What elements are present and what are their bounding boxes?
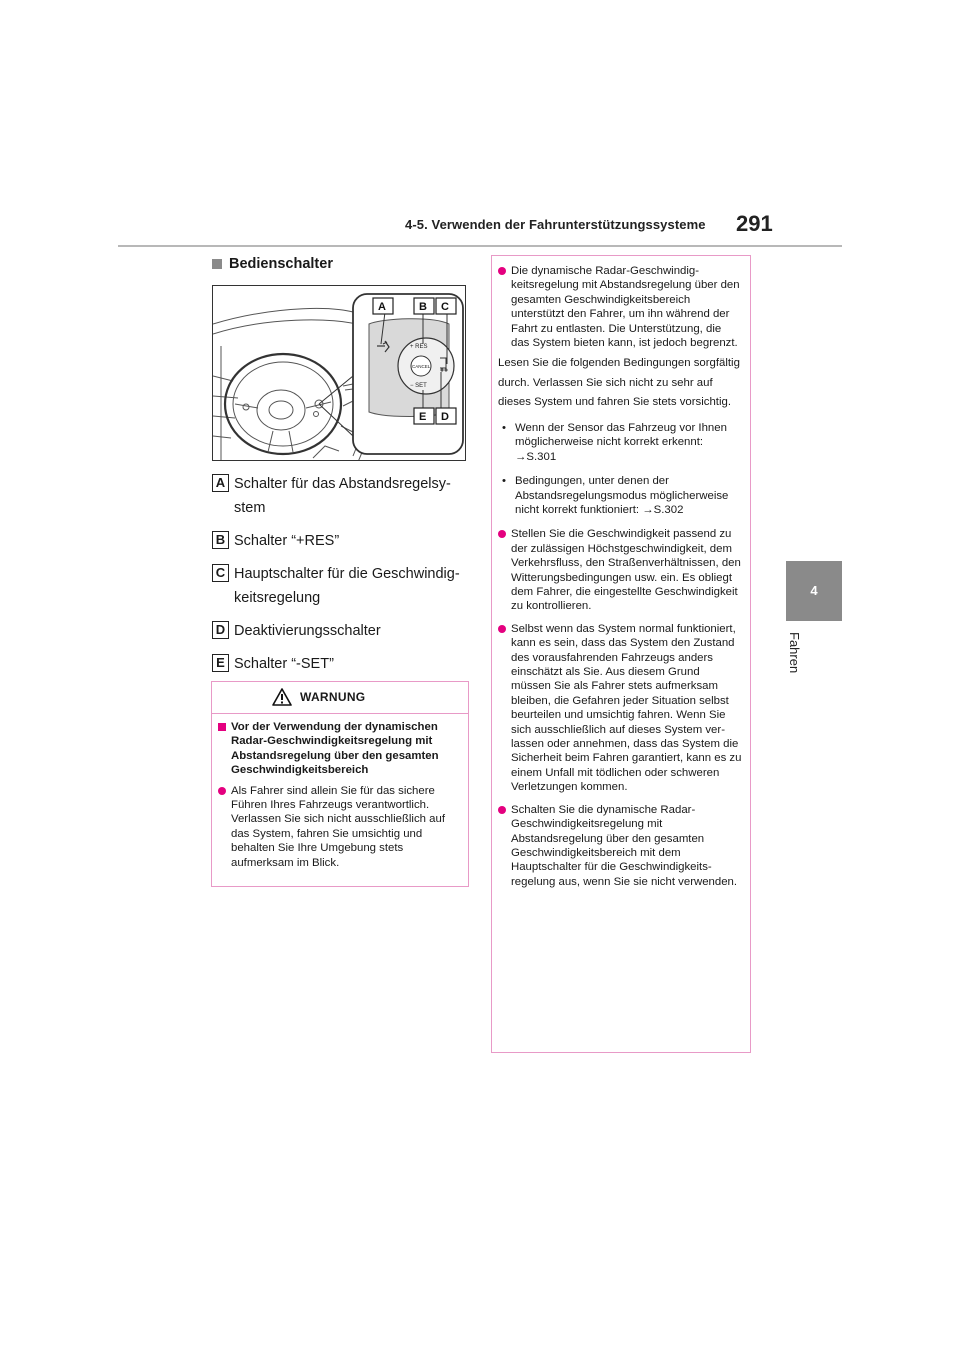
callout-c: C: [441, 301, 449, 313]
small-bullet-icon: •: [502, 475, 506, 488]
legend-letter: A: [212, 474, 229, 492]
warning-triangle-icon: [272, 688, 292, 706]
switch-legend: [212, 472, 472, 685]
info-sub-item: [498, 474, 742, 517]
section-title: 4-5. Verwenden der Fahrunterstützungssysteme: [405, 217, 706, 232]
info-item: [498, 264, 742, 350]
warning-item-text: Als Fahrer sind allein Sie für das sichere Führen Ihres Fahrzeugs verantwortlich. Verlassen Sie sich nicht ausschließlich auf das System, fahren Sie umsichtig und behalten Sie Ihre Umgebung stets aufmerksam im Blick.: [231, 784, 445, 869]
info-item: [498, 803, 742, 889]
bullet-dot-icon: [498, 267, 506, 275]
warning-heading-text: Vor der Verwendung der dynamischen Radar-Geschwindigkeitsregelung mit Abstandsregelung über den gesamten Geschwindigkeitsbereich: [231, 721, 439, 777]
callout-b: B: [419, 301, 427, 313]
steering-wheel-illustration: [213, 286, 466, 461]
legend-letter: D: [212, 621, 229, 639]
square-bullet-icon: [218, 723, 226, 731]
legend-text: Schalter “+RES”: [234, 533, 340, 549]
section-heading: [212, 256, 333, 272]
info-box: [491, 255, 751, 1053]
info-sub-item: [498, 421, 742, 464]
legend-text: Schalter “-SET”: [234, 656, 334, 672]
bullet-dot-icon: [218, 787, 226, 795]
info-item-text: Selbst wenn das System normal funktioniert, kann es sein, dass das System den Zustand des vorausfahrenden Fahrzeugs anders einschätzt als Sie. Aus diesem Grund müssen Sie als Fahrer stets aufmerksam bleiben, die Gefahren jeder Situation selbst beurteilen und umsichtig fahren. Wenn Sie sich ausschließlich auf dieses System verlassen oder annehmen, dass das System die Sicherheit beim Fahren garantiert, kann es zu einem Unfall mit tödlichen oder schweren Verletzungen kommen.: [511, 622, 742, 794]
legend-text: Hauptschalter für die Geschwindigkeitsregelung: [234, 566, 460, 606]
bullet-dot-icon: [498, 625, 506, 633]
steering-wheel-figure: [212, 285, 466, 461]
warning-body: [212, 714, 468, 870]
warning-heading: [218, 720, 460, 778]
square-bullet-icon: [212, 259, 222, 269]
info-item-text: Stellen Sie die Geschwindigkeit passend zu der zulässigen Höchstgeschwindigkeit, dem Verkehrsfluss, den Straßenverhältnissen, den Witterungsbedingungen usw. ein. Es obliegt dem Fahrer, die eingestellte Geschwindigkeit zu kontrollieren.: [511, 528, 741, 613]
legend-item-d: [212, 619, 472, 643]
legend-item-c: [212, 562, 472, 610]
callout-a: A: [378, 301, 386, 313]
bullet-dot-icon: [498, 806, 506, 814]
info-intro-text: Die dynamische Radar-Geschwindigkeitsregelung mit Abstandsregelung über den gesamten Geschwindigkeitsbereich unterstützt den Fahrer, um ihn während der Fahrt zu entlasten. Die Unterstützung, die das System bieten kann, ist jedoch begrenzt.: [511, 265, 740, 350]
info-item-text: Schalten Sie die dynamische Radar-Geschwindigkeitsregelung mit Abstandsregelung über den gesamten Geschwindigkeitsbereich mit dem Hauptschalter für die Geschwindigkeitsregelung aus, wenn Sie sie nicht verwenden.: [511, 803, 738, 888]
info-read-carefully: Lesen Sie die folgenden Bedingungen sorgfältig durch. Verlassen Sie sich nicht zu sehr auf dieses System und fahren Sie stets vorsichtig.: [498, 357, 740, 409]
warning-box: [211, 681, 469, 887]
cancel-button-label: CANCEL: [412, 364, 431, 369]
legend-letter: E: [212, 654, 229, 672]
res-button-label: + RES: [410, 344, 428, 350]
info-sub-item-text: Wenn der Sensor das Fahrzeug vor Ihnen möglicherweise nicht korrekt erkennt: →S.301: [515, 421, 727, 463]
chapter-label-container: [787, 632, 839, 680]
warning-item: [218, 784, 460, 870]
warning-header: [212, 682, 468, 714]
legend-letter: C: [212, 564, 229, 582]
legend-text: Deaktivierungsschalter: [234, 623, 381, 639]
legend-item-a: [212, 472, 472, 520]
small-bullet-icon: •: [502, 421, 506, 434]
legend-letter: B: [212, 531, 229, 549]
set-button-label: − SET: [410, 383, 427, 389]
legend-item-e: [212, 652, 472, 676]
chapter-label: Fahren: [787, 632, 802, 674]
chapter-tab: [786, 561, 842, 621]
page-number: 291: [736, 211, 773, 236]
header-rule: [118, 245, 842, 247]
info-item: [498, 527, 742, 613]
info-sub-item-text: Bedingungen, unter denen der Abstandsregelungsmodus möglicherweise nicht korrekt funktioniert: →S.302: [515, 475, 729, 516]
warning-title: WARNUNG: [300, 690, 366, 704]
callout-d: D: [441, 411, 449, 423]
bullet-dot-icon: [498, 530, 506, 538]
section-heading-text: Bedienschalter: [229, 256, 333, 272]
info-item: [498, 622, 742, 795]
callout-e: E: [419, 411, 427, 423]
chapter-number: 4: [810, 583, 818, 598]
legend-text: Schalter für das Abstandsregelsystem: [234, 476, 451, 516]
legend-item-b: [212, 529, 472, 553]
